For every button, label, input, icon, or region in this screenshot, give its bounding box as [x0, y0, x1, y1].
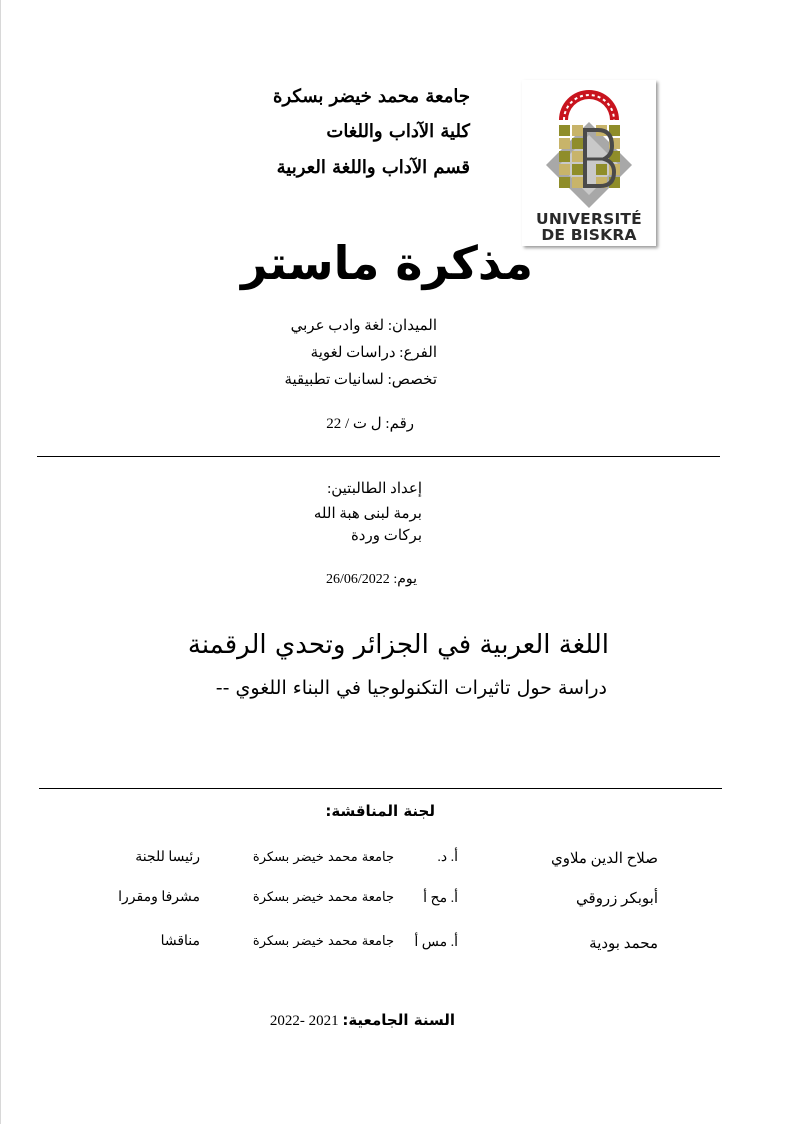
student-name-1: برمة لبنى هبة الله: [313, 506, 422, 522]
member-name: أبوبكر زروقي: [576, 891, 658, 907]
students-label: إعداد الطالبتين:: [327, 481, 422, 497]
reference-number: [326, 414, 414, 433]
faculty-name: كلية الآداب واللغات: [326, 121, 470, 142]
biskra-emblem-icon: [522, 80, 656, 210]
thesis-title: اللغة العربية في الجزائر وتحدي الرقمنة: [187, 630, 609, 660]
member-university: جامعة محمد خيضر بسكرة: [252, 850, 394, 865]
department-name: قسم الآداب واللغة العربية: [276, 157, 470, 178]
date-label: يوم:: [393, 572, 417, 587]
member-grade: أ. مس أ: [414, 935, 458, 950]
logo-line-2: DE BISKRA: [541, 226, 637, 244]
defense-date: [326, 571, 417, 588]
branch-label: الفرع: دراسات لغوية: [310, 345, 437, 361]
date-value: 26/06/2022: [326, 572, 390, 587]
committee-title: لجنة المناقشة:: [325, 802, 435, 820]
member-role: مناقشا: [160, 934, 200, 949]
document-type-title: مذكرة ماستر: [241, 236, 533, 290]
member-university: جامعة محمد خيضر بسكرة: [252, 890, 394, 905]
academic-year-label: السنة الجامعية:: [342, 1011, 455, 1029]
reference-number-label: رقم:: [385, 416, 414, 432]
field-label: الميدان: لغة وادب عربي: [290, 318, 437, 334]
member-grade: أ. د.: [437, 850, 458, 865]
student-name-2: بركات وردة: [350, 528, 422, 544]
member-name: محمد بودية: [589, 936, 658, 952]
logo-line-1: UNIVERSITÉ: [536, 210, 642, 228]
member-university: جامعة محمد خيضر بسكرة: [252, 934, 394, 949]
divider-bottom: [39, 788, 722, 789]
member-role: مشرفا ومقررا: [118, 890, 200, 905]
specialty-label: تخصص: لسانيات تطبيقية: [284, 372, 437, 388]
university-logo: [522, 80, 656, 246]
member-role: رئيسا للجنة: [135, 850, 200, 865]
page-border: [0, 0, 1, 1124]
university-name: جامعة محمد خيضر بسكرة: [273, 86, 470, 107]
member-grade: أ. مح أ: [423, 891, 458, 906]
reference-number-value: ل ت / 22: [326, 416, 382, 432]
member-name: صلاح الدين ملاوي: [550, 851, 658, 867]
academic-year: [270, 1011, 455, 1030]
thesis-subtitle: دراسة حول تاثيرات التكنولوجيا في البناء اللغوي --: [215, 677, 607, 699]
academic-year-value: 2021 -2022: [269, 1013, 339, 1029]
divider-top: [37, 456, 720, 457]
